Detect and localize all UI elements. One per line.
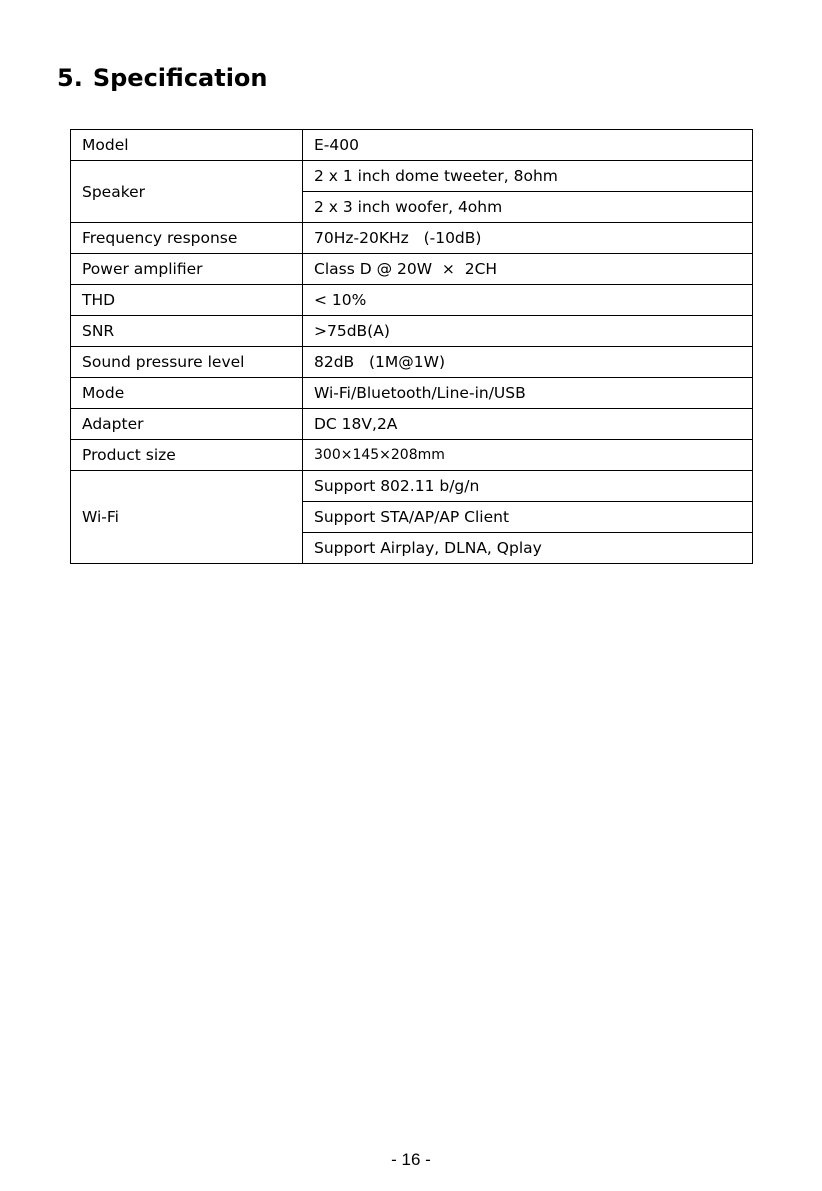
spec-label-snr: SNR: [71, 316, 303, 347]
spec-value-wifi-standard: Support 802.11 b/g/n: [303, 471, 753, 502]
spec-label-speaker: Speaker: [71, 161, 303, 223]
table-row: [71, 285, 753, 316]
spec-value-snr: >75dB(A): [303, 316, 753, 347]
table-row: [71, 378, 753, 409]
page-title: [57, 62, 268, 94]
spec-value-adapter: DC 18V,2A: [303, 409, 753, 440]
table-row: [71, 347, 753, 378]
spec-value-product-size: 300×145×208mm: [303, 440, 753, 471]
section-number: 5.: [57, 64, 83, 92]
spec-label-model: Model: [71, 130, 303, 161]
table-row: [71, 440, 753, 471]
table-row: [71, 254, 753, 285]
spec-value-mode: Wi-Fi/Bluetooth/Line-in/USB: [303, 378, 753, 409]
spec-value-thd: < 10%: [303, 285, 753, 316]
spec-value-sound-pressure-level: 82dB (1M@1W): [303, 347, 753, 378]
specification-table: [70, 129, 753, 564]
table-row: [71, 223, 753, 254]
spec-label-mode: Mode: [71, 378, 303, 409]
spec-value-wifi-modes: Support STA/AP/AP Client: [303, 502, 753, 533]
table-row: [71, 130, 753, 161]
page-number: - 16 -: [391, 1150, 431, 1169]
table-row: [71, 316, 753, 347]
table-row: [71, 471, 753, 502]
table-row: [71, 409, 753, 440]
spec-label-wifi: Wi-Fi: [71, 471, 303, 564]
spec-label-power-amplifier: Power amplifier: [71, 254, 303, 285]
spec-value-speaker-woofer: 2 x 3 inch woofer, 4ohm: [303, 192, 753, 223]
table-row: [71, 161, 753, 192]
spec-value-frequency-response: 70Hz-20KHz (-10dB): [303, 223, 753, 254]
spec-value-power-amplifier: Class D @ 20W × 2CH: [303, 254, 753, 285]
spec-value-model: E-400: [303, 130, 753, 161]
spec-label-frequency-response: Frequency response: [71, 223, 303, 254]
spec-label-thd: THD: [71, 285, 303, 316]
spec-value-wifi-protocols: Support Airplay, DLNA, Qplay: [303, 533, 753, 564]
spec-value-speaker-tweeter: 2 x 1 inch dome tweeter, 8ohm: [303, 161, 753, 192]
spec-label-sound-pressure-level: Sound pressure level: [71, 347, 303, 378]
spec-label-adapter: Adapter: [71, 409, 303, 440]
spec-label-product-size: Product size: [71, 440, 303, 471]
section-title: Specification: [92, 64, 268, 92]
